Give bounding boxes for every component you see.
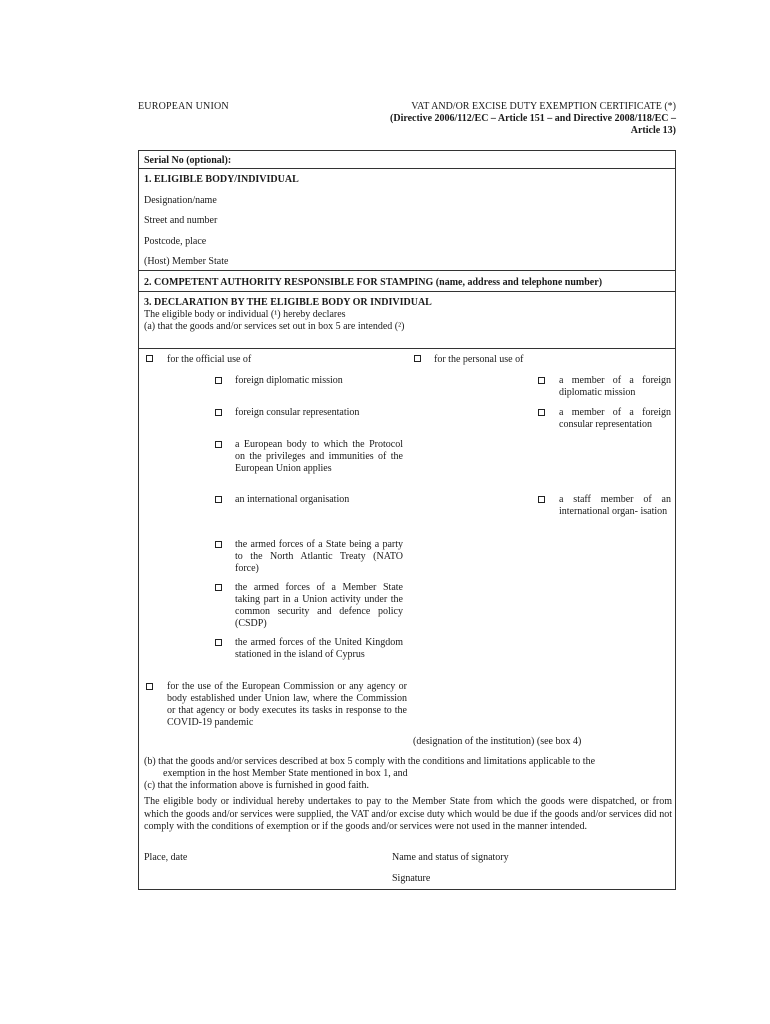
declaration-line-1: The eligible body or individual (¹) hereby declares <box>144 309 346 320</box>
personal-use-checkbox[interactable] <box>414 355 421 362</box>
box3-title: 3. DECLARATION BY THE ELIGIBLE BODY OR INDIVIDUAL <box>144 297 432 308</box>
street-number-field[interactable]: Street and number <box>144 215 218 226</box>
personal-staff-member-checkbox[interactable] <box>538 496 545 503</box>
signature-field[interactable]: Signature <box>392 873 431 884</box>
personal-staff-member-label: a staff member of an international organ- isation <box>559 494 671 517</box>
divider <box>138 291 676 292</box>
official-nato-force-checkbox[interactable] <box>215 541 222 548</box>
official-international-organisation-checkbox[interactable] <box>215 496 222 503</box>
official-use-label: for the official use of <box>167 354 252 365</box>
header-left: EUROPEAN UNION <box>138 101 229 112</box>
official-diplomatic-mission-label: foreign diplomatic mission <box>235 375 343 386</box>
certificate-subtitle-2: Article 13) <box>630 125 676 136</box>
institution-designation: (designation of the institution) (see box 4) <box>413 736 582 747</box>
personal-use-label: for the personal use of <box>434 354 524 365</box>
signatory-name-status-field[interactable]: Name and status of signatory <box>392 852 509 863</box>
personal-consular-member-checkbox[interactable] <box>538 409 545 416</box>
official-international-organisation-label: an international organisation <box>235 494 350 505</box>
certificate-title: VAT AND/OR EXCISE DUTY EXEMPTION CERTIFICATE (*) <box>411 101 676 112</box>
designation-name-field[interactable]: Designation/name <box>144 195 217 206</box>
personal-diplomatic-member-checkbox[interactable] <box>538 377 545 384</box>
place-date-field[interactable]: Place, date <box>144 852 188 863</box>
certificate-subtitle-1: (Directive 2006/112/EC – Article 151 – and Directive 2008/118/EC – <box>390 113 676 124</box>
personal-diplomatic-member-label: a member of a foreign diplomatic mission <box>559 375 671 398</box>
official-uk-cyprus-label: the armed forces of the United Kingdom stationed in the island of Cyprus <box>235 637 403 660</box>
divider <box>138 168 676 169</box>
official-uk-cyprus-checkbox[interactable] <box>215 639 222 646</box>
undertaking-paragraph: The eligible body or individual hereby undertakes to pay to the Member State from which the goods were dispatched, or from which the goods and/or services were supplied, the VAT and/or excise duty which would be due if the goods and/or services did not comply with the conditions of exemption or if the goods and/or services were not used in the manner intended. <box>144 796 672 832</box>
member-state-field[interactable]: (Host) Member State <box>144 256 229 267</box>
certificate-title-block <box>316 101 676 137</box>
box2-title: 2. COMPETENT AUTHORITY RESPONSIBLE FOR STAMPING (name, address and telephone number) <box>144 277 603 288</box>
official-european-body-checkbox[interactable] <box>215 441 222 448</box>
official-european-body-label: a European body to which the Protocol on the privileges and immunities of the European Union applies <box>235 439 403 474</box>
personal-consular-member-label: a member of a foreign consular representation <box>559 407 671 430</box>
declaration-b-line-1: (b) that the goods and/or services described at box 5 comply with the conditions and limitations applicable to the <box>144 756 596 767</box>
divider <box>138 270 676 271</box>
official-csdp-checkbox[interactable] <box>215 584 222 591</box>
serial-number-label: Serial No (optional): <box>144 155 232 166</box>
official-consular-checkbox[interactable] <box>215 409 222 416</box>
official-diplomatic-mission-checkbox[interactable] <box>215 377 222 384</box>
declaration-b-line-2: exemption in the host Member State mentioned in box 1, and <box>163 768 408 779</box>
official-consular-label: foreign consular representation <box>235 407 360 418</box>
declaration-c-line: (c) that the information above is furnished in good faith. <box>144 780 369 791</box>
official-use-checkbox[interactable] <box>146 355 153 362</box>
declaration-line-2: (a) that the goods and/or services set out in box 5 are intended (²) <box>144 321 405 332</box>
commission-use-checkbox[interactable] <box>146 683 153 690</box>
commission-use-label: for the use of the European Commission or any agency or body established under Union law, where the Commission or that agency or body executes its tasks in response to the COVID-19 pandemic <box>167 681 407 728</box>
box1-title: 1. ELIGIBLE BODY/INDIVIDUAL <box>144 174 299 185</box>
official-nato-force-label: the armed forces of a State being a party to the North Atlantic Treaty (NATO force) <box>235 539 403 574</box>
divider <box>138 348 676 349</box>
postcode-place-field[interactable]: Postcode, place <box>144 236 207 247</box>
official-csdp-label: the armed forces of a Member State taking part in a Union activity under the common security and defence policy (CSDP) <box>235 582 403 629</box>
